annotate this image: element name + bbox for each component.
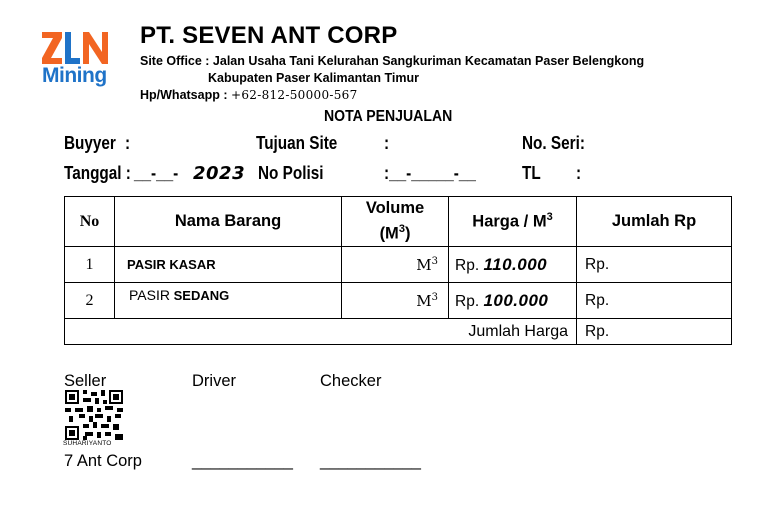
row-sum: Rp. bbox=[577, 283, 732, 319]
phone-value: +62-812-50000-567 bbox=[230, 88, 358, 102]
header-price bbox=[449, 197, 577, 247]
header-no: No bbox=[65, 197, 115, 247]
header-volume-label: Volume bbox=[365, 199, 425, 218]
site-colon: : bbox=[384, 133, 390, 153]
header-price-label: Harga / M bbox=[472, 212, 547, 231]
logo-wordmark: Mining bbox=[42, 64, 107, 87]
total-value: Rp. bbox=[577, 319, 732, 345]
row-unit-sup: 3 bbox=[431, 291, 438, 303]
buyer-colon: : bbox=[125, 133, 131, 153]
row-unit-text: M bbox=[416, 255, 432, 274]
polisi-label: No Polisi bbox=[258, 163, 324, 183]
company-name: PT. SEVEN ANT CORP bbox=[140, 22, 398, 49]
tl-label: TL bbox=[522, 163, 541, 183]
header-volume-close: ) bbox=[404, 224, 411, 243]
row-sum: Rp. bbox=[577, 247, 732, 283]
qr-caption: SUHARIYANTO bbox=[63, 440, 112, 447]
total-row bbox=[65, 319, 732, 345]
row-price bbox=[449, 283, 577, 319]
address-line-1: Site Office : Jalan Usaha Tani Kelurahan Sangkuriman Kecamatan Paser Belengkong bbox=[140, 54, 645, 68]
company-logo bbox=[40, 30, 114, 94]
sales-table bbox=[64, 196, 732, 345]
seller-name: 7 Ant Corp bbox=[64, 452, 142, 470]
table-row bbox=[65, 247, 732, 283]
driver-label: Driver bbox=[192, 372, 236, 390]
header-name: Nama Barang bbox=[115, 197, 342, 247]
date-blank: __-__- bbox=[134, 163, 179, 183]
table-row bbox=[65, 283, 732, 319]
buyer-label: Buyyer bbox=[64, 133, 116, 153]
row-price-prefix: Rp. bbox=[455, 256, 480, 274]
total-label: Jumlah Harga bbox=[65, 319, 577, 345]
date-year: 2023 bbox=[193, 163, 246, 184]
checker-label: Checker bbox=[320, 372, 382, 390]
table-header-row bbox=[65, 197, 732, 247]
row-price-prefix: Rp. bbox=[455, 292, 480, 310]
qr-code-icon bbox=[65, 390, 123, 440]
phone-label: Hp/Whatsapp : bbox=[140, 88, 228, 102]
row-name-plain: PASIR bbox=[129, 287, 170, 303]
logo-mark-icon bbox=[42, 30, 112, 64]
document-title: NOTA PENJUALAN bbox=[324, 108, 453, 125]
tl-colon: : bbox=[576, 163, 582, 183]
row-unit-sup: 3 bbox=[431, 255, 438, 267]
header-volume-unit: (M bbox=[379, 224, 399, 243]
row-name: PASIR KASAR bbox=[115, 247, 342, 283]
row-unit bbox=[342, 283, 449, 319]
seller-label: Seller bbox=[64, 372, 107, 390]
address-line-2: Kabupaten Paser Kalimantan Timur bbox=[208, 71, 419, 85]
driver-signature-line: ___________ bbox=[192, 452, 293, 470]
row-price-value: 100.000 bbox=[483, 290, 549, 310]
polisi-value: :__-_____-__ bbox=[384, 163, 476, 183]
no-seri-label: No. Seri: bbox=[522, 133, 585, 153]
row-unit bbox=[342, 247, 449, 283]
header-price-sup: 3 bbox=[546, 211, 553, 224]
site-label: Tujuan Site bbox=[256, 133, 338, 153]
row-no: 1 bbox=[65, 247, 115, 283]
header-volume bbox=[342, 197, 449, 247]
date-label: Tanggal : bbox=[64, 163, 131, 183]
phone-line bbox=[140, 88, 358, 102]
row-no: 2 bbox=[65, 283, 115, 319]
row-price-value: 110.000 bbox=[483, 254, 548, 274]
row-name bbox=[115, 283, 342, 319]
header-volume-sup: 3 bbox=[398, 223, 405, 236]
header-sum: Jumlah Rp bbox=[577, 197, 732, 247]
row-name-bold: SEDANG bbox=[173, 288, 230, 303]
row-price bbox=[449, 247, 577, 283]
checker-signature-line: ___________ bbox=[320, 452, 421, 470]
row-unit-text: M bbox=[416, 291, 432, 310]
